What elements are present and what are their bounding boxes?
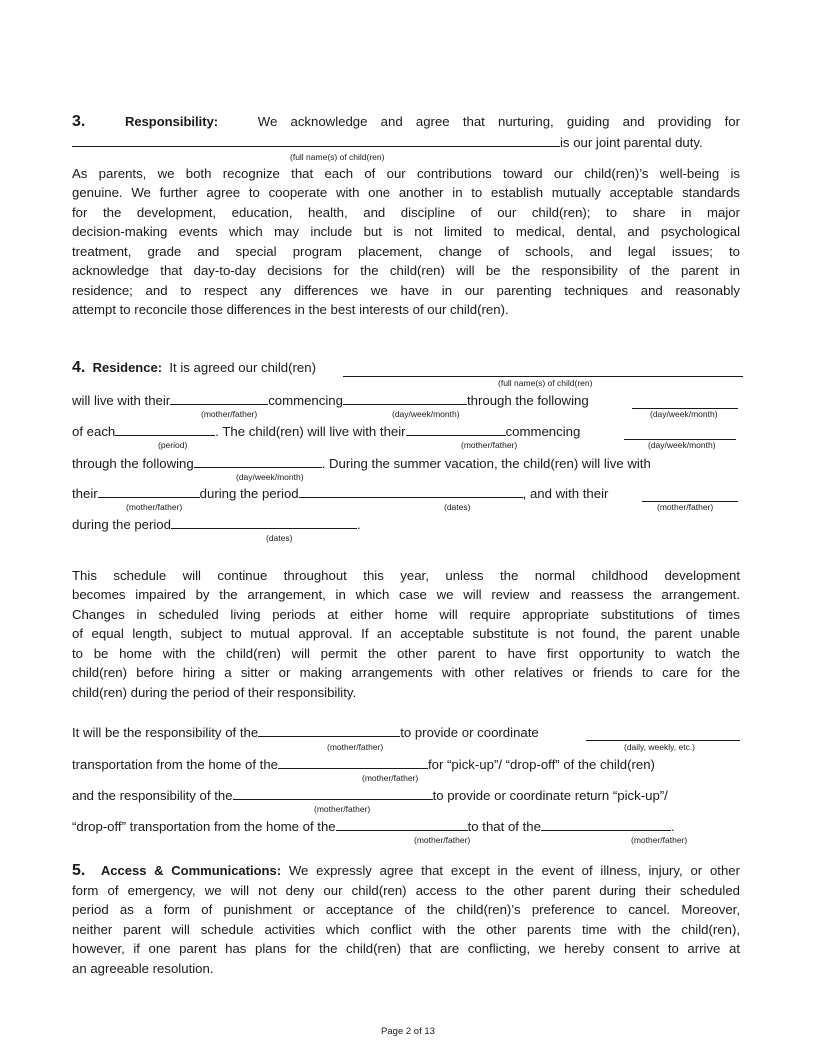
section-3-after-blank: is our joint parental duty. (560, 135, 703, 150)
para-line: for the development, education, health, and discipline of our child(ren); to share in major (72, 205, 740, 220)
residence-intro: It is agreed our child(ren) (169, 360, 316, 375)
text: “drop-off” transportation from the home of the (72, 819, 336, 834)
transport-line-3 (72, 785, 668, 805)
mother-father-blank[interactable] (642, 487, 738, 502)
section-number: 5. (72, 862, 86, 879)
section-number: 3. (72, 113, 86, 130)
para-line: Changes in scheduled living periods at either home will require appropriate substitutions of times (72, 607, 740, 622)
section-5-intro: We expressly agree that except in the event of illness, injury, or other (288, 863, 741, 878)
text: . During the summer vacation, the child(ren) will live with (321, 456, 651, 471)
para-line: of equal length, subject to mutual approval. If an acceptable substitute is not found, the parent unable (72, 626, 740, 641)
day-week-month-blank[interactable] (194, 453, 322, 468)
section-5-heading-line (72, 861, 740, 880)
mother-father-blank[interactable] (170, 390, 268, 405)
blank-caption: (period) (158, 440, 188, 450)
para-line: child(ren) before hiring a sitter or making arrangements with other relatives or friends to care for the (72, 665, 740, 680)
frequency-blank[interactable] (586, 726, 740, 741)
text: will live with their (72, 393, 171, 408)
para-line: becomes impaired by the arrangement, in which case we will review and reassess the arrangement. (72, 587, 740, 602)
blank-caption: (mother/father) (631, 835, 688, 845)
blank-caption: (day/week/month) (392, 409, 460, 419)
text: commencing (505, 424, 581, 439)
mother-father-blank[interactable] (336, 816, 468, 831)
para-line: attempt to reconcile those differences in the best interests of our child(ren). (72, 302, 509, 317)
mother-father-blank[interactable] (541, 816, 671, 831)
blank-caption: (day/week/month) (648, 440, 716, 450)
transport-line-4 (72, 816, 675, 836)
blank-caption: (mother/father) (414, 835, 471, 845)
section-3-intro: We acknowledge and agree that nurturing, guiding and providing for (257, 114, 740, 129)
para-line: neither parent will schedule activities which conflict with the other parents time with the child(ren), (72, 922, 740, 937)
section-title: Residence: (92, 360, 163, 375)
text: for “pick-up”/ “drop-off” of the child(ren) (427, 757, 655, 772)
residence-line-4 (72, 453, 651, 473)
section-number: 4. (72, 359, 86, 376)
child-name-blank[interactable] (72, 132, 560, 147)
text: through the following (466, 393, 589, 408)
para-line: residence; and to respect any differences we have in our parenting techniques and reasonably (72, 283, 740, 298)
section-3-heading-line (72, 112, 740, 131)
blank-caption: (full name(s) of child(ren) (290, 152, 385, 162)
blank-caption: (mother/father) (657, 502, 714, 512)
para-line: acknowledge that day-to-day decisions for the child(ren) will be the responsibility of the parent in (72, 263, 740, 278)
text: . (670, 819, 675, 834)
text: . (356, 517, 361, 532)
text: during the period (72, 517, 171, 532)
para-line: however, if one parent has plans for the child(ren) that are conflicting, we hereby consent to arrive at (72, 941, 740, 956)
text: during the period (199, 486, 299, 501)
dates-blank[interactable] (171, 514, 357, 529)
residence-line-5 (72, 483, 608, 503)
section-3-blank-line (72, 132, 703, 152)
mother-father-blank[interactable] (278, 754, 428, 769)
transport-line-2 (72, 754, 655, 774)
para-line: form of emergency, we will not deny our child(ren) access to the other parent during their scheduled (72, 883, 740, 898)
blank-caption: (mother/father) (461, 440, 518, 450)
page-number: Page 2 of 13 (381, 1026, 435, 1037)
blank-caption: (mother/father) (201, 409, 258, 419)
mother-father-blank[interactable] (98, 483, 200, 498)
text: to provide or coordinate (400, 725, 539, 740)
para-line: genuine. We further agree to cooperate with one another in to establish mutually acceptable standards (72, 185, 740, 200)
text: to provide or coordinate return “pick-up”/ (432, 788, 668, 803)
section-title: Access & Communications: (100, 863, 282, 878)
text: . The child(ren) will live with their (215, 424, 406, 439)
residence-line-6 (72, 514, 361, 534)
day-week-month-blank[interactable] (624, 425, 736, 440)
blank-caption: (mother/father) (362, 773, 419, 783)
blank-caption: (dates) (266, 533, 293, 543)
mother-father-blank[interactable] (406, 421, 506, 436)
mother-father-blank[interactable] (233, 785, 433, 800)
text: commencing (268, 393, 343, 408)
blank-caption: (dates) (444, 502, 471, 512)
period-blank[interactable] (115, 421, 215, 436)
day-week-month-blank[interactable] (343, 390, 467, 405)
blank-caption: (mother/father) (126, 502, 183, 512)
dates-blank[interactable] (299, 483, 523, 498)
para-line: decision-making events which may include but is not limited to medical, dental, and psychological (72, 224, 740, 239)
residence-line-2 (72, 390, 589, 410)
section-4-heading-line (72, 358, 316, 377)
text: through the following (72, 456, 194, 471)
para-line: period as a form of punishment or acceptance of the child(ren)’s preference to cancel. Moreover, (72, 902, 740, 917)
blank-caption: (mother/father) (327, 742, 384, 752)
transport-line-1 (72, 722, 539, 742)
text: and the responsibility of the (72, 788, 233, 803)
section-title: Responsibility: (124, 114, 219, 129)
mother-father-blank[interactable] (258, 722, 400, 737)
para-line: As parents, we both recognize that each of our contributions toward our child(ren)’s well-being is (72, 166, 740, 181)
text: their (72, 486, 98, 501)
blank-caption: (daily, weekly, etc.) (624, 742, 696, 752)
para-line: This schedule will continue throughout this year, unless the normal childhood development (72, 568, 740, 583)
para-line: treatment, grade and special program placement, change of schools, and legal issues; to (72, 244, 740, 259)
para-line: an agreeable resolution. (72, 961, 214, 976)
text: It will be the responsibility of the (72, 725, 259, 740)
text: transportation from the home of the (72, 757, 278, 772)
para-line: child(ren) during the period of their responsibility. (72, 685, 357, 700)
text: of each (72, 424, 116, 439)
blank-caption: (full name(s) of child(ren) (498, 378, 593, 388)
blank-caption: (day/week/month) (236, 472, 304, 482)
child-name-blank[interactable] (343, 362, 743, 377)
blank-caption: (day/week/month) (650, 409, 718, 419)
text: , and with their (522, 486, 609, 501)
blank-caption: (mother/father) (314, 804, 371, 814)
residence-line-3 (72, 421, 580, 441)
text: to that of the (467, 819, 541, 834)
day-week-month-blank[interactable] (632, 394, 738, 409)
para-line: to be home with the child(ren) will permit the other parent to have first opportunity to watch the (72, 646, 740, 661)
